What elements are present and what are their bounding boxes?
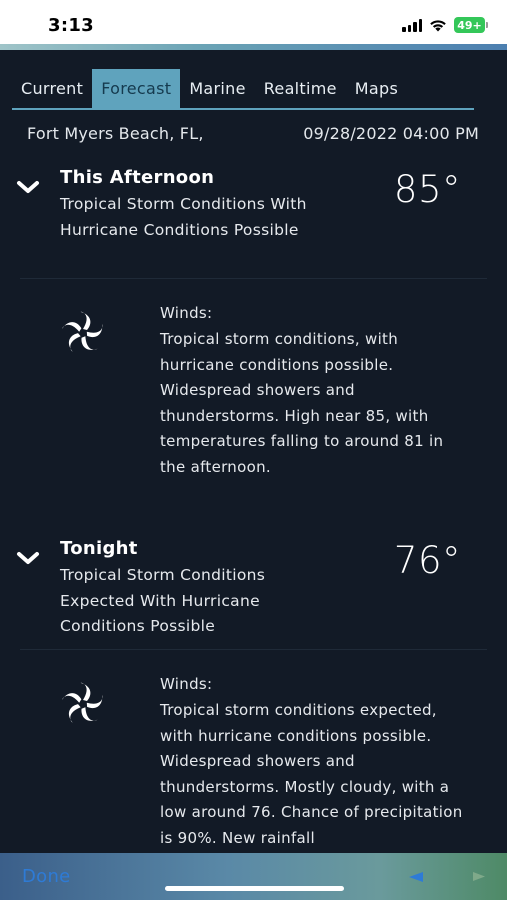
period-temperature: 85° [393,168,461,211]
cellular-signal-icon [402,19,422,32]
tab-current[interactable]: Current [21,79,84,98]
divider [20,278,487,279]
tab-forecast[interactable]: Forecast [92,69,180,108]
header-gradient [0,44,507,50]
bottom-toolbar [0,853,507,900]
detail-text: Tropical storm conditions expected, with hurricane conditions possible. Widespread showers and thunderstorms. Mostly cloudy, with a low around 76. Chance of precipitation is 90%. New rainfall [160,701,463,847]
chevron-down-icon[interactable] [16,179,40,195]
tropical-storm-icon [60,681,106,727]
home-indicator [165,886,344,891]
tab-realtime[interactable]: Realtime [263,79,337,98]
location-label: Fort Myers Beach, FL, [27,124,204,143]
status-icons [402,17,485,33]
forecast-tabs [12,69,474,110]
detail-text: Tropical storm conditions, with hurricane conditions possible. Widespread showers and thunderstorms. High near 85, with temperatures falling to around 81 in the afternoon. [160,330,444,476]
status-time: 3:13 [48,15,94,36]
tropical-storm-icon [60,310,106,356]
wifi-icon [429,19,447,32]
previous-arrow-icon[interactable] [408,871,424,883]
period-summary: Tropical Storm Conditions With Hurricane Conditions Possible [60,195,307,239]
tab-maps[interactable]: Maps [354,79,399,98]
battery-icon: 49+ [454,17,485,33]
period-title[interactable]: This Afternoon [60,167,215,188]
status-bar [0,0,507,44]
period-temperature: 76° [393,539,461,582]
forecast-datetime: 09/28/2022 04:00 PM [303,124,479,143]
detail-heading: Winds: [160,304,213,322]
done-button[interactable]: Done [22,866,71,887]
tab-marine[interactable]: Marine [189,79,246,98]
period-title[interactable]: Tonight [60,538,138,559]
period-summary: Tropical Storm Conditions Expected With Hurricane Conditions Possible [60,566,266,635]
chevron-down-icon[interactable] [16,550,40,566]
detail-heading: Winds: [160,675,213,693]
divider [20,649,487,650]
next-arrow-icon[interactable] [472,871,486,882]
